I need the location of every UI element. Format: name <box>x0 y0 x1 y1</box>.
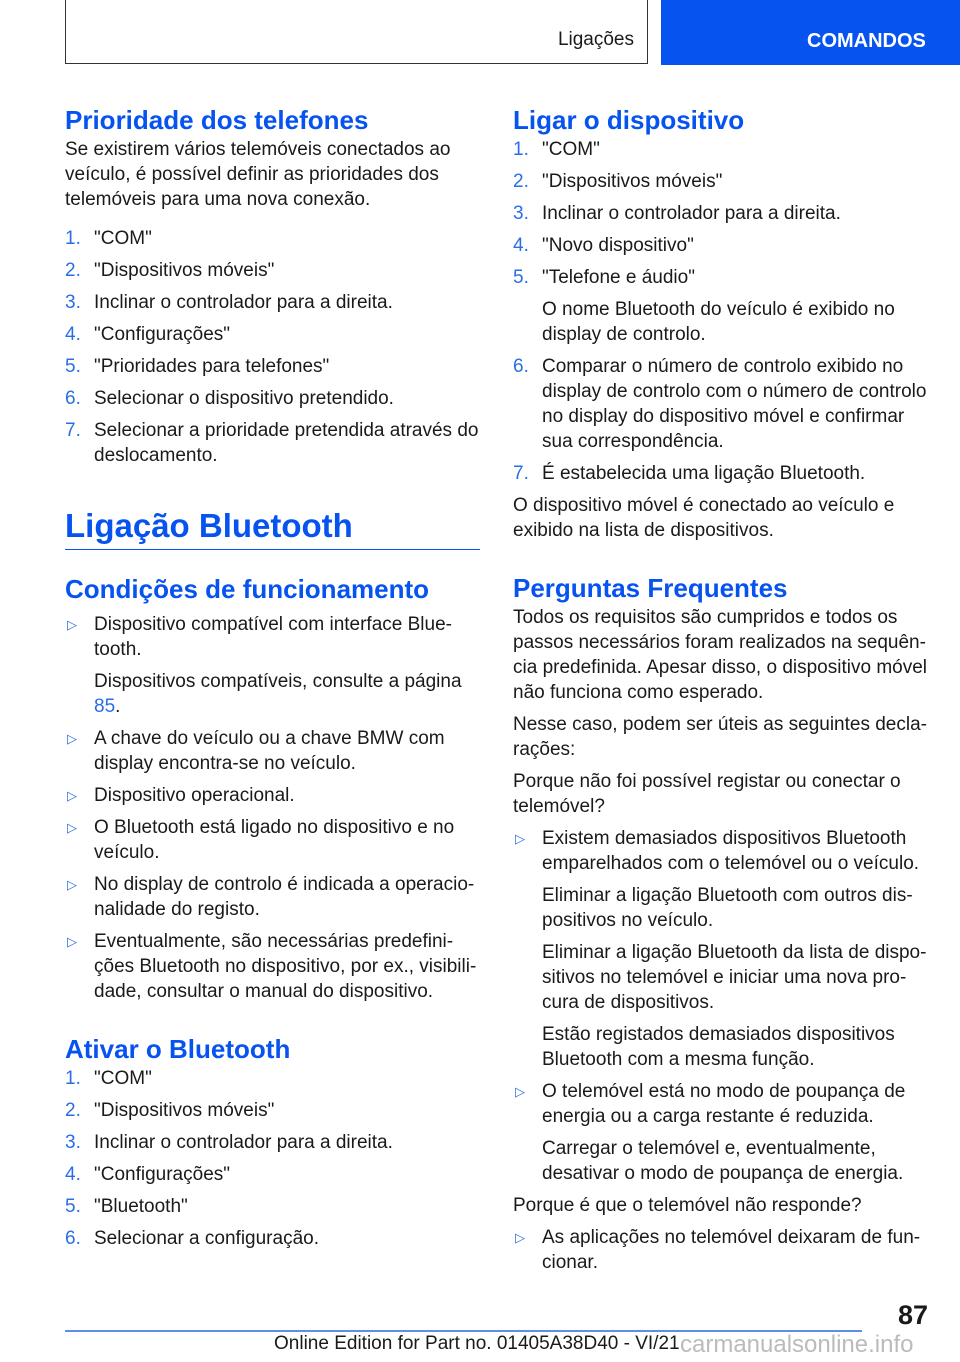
item-text: Inclinar o controlador para a direita. <box>94 1132 393 1153</box>
item-text: "Dispositivos móveis" <box>94 1100 275 1121</box>
heading-activate: Ativar o Bluetooth <box>65 1034 291 1064</box>
bullet-item <box>65 815 480 865</box>
step-item <box>65 1066 480 1091</box>
heading-connect: Ligar o dispositivo <box>513 105 745 135</box>
conditions-list-rest <box>65 726 480 1004</box>
page-link[interactable]: 85 <box>94 696 116 717</box>
watermark: carmanualsonline.info <box>680 1331 914 1358</box>
step-number: 3. <box>65 292 81 313</box>
faq-q2-list <box>513 1225 928 1275</box>
header-box <box>65 0 648 64</box>
faq-q1-list <box>513 826 928 1186</box>
step-item <box>513 137 928 162</box>
step-item <box>513 354 928 454</box>
edition-text: Online Edition for Part no. 01405A38D40 - VI/21 <box>274 1333 680 1354</box>
bullet-item <box>513 1079 928 1186</box>
item-text: Inclinar o controlador para a direita. <box>542 203 841 224</box>
page-number: 87 <box>897 1300 928 1330</box>
step-item <box>65 1194 480 1219</box>
step-number: 1. <box>65 228 81 249</box>
item-text: Eventualmente, são necessárias predefinições Bluetooth no dispositivo, por ex., visibilidade, consultar o manual do dispositivo. <box>94 931 477 1002</box>
bullet-item <box>513 826 928 1072</box>
item-text: "Configurações" <box>94 324 231 345</box>
faq-q2: Porque é que o telemóvel não responde? <box>513 1195 862 1216</box>
step-number: 4. <box>513 235 529 256</box>
step-item <box>513 169 928 194</box>
faq-p1: Todos os requisitos são cumpridos e todos os passos necessários foram realizados na sequência predefinida. Apesar disso, o dispositivo móvel não funciona como esperado. <box>513 607 928 703</box>
item-text: A chave do veículo ou a chave BMW com display encontra-se no veículo. <box>94 728 445 774</box>
priority-steps <box>65 226 480 468</box>
item-text: "Configurações" <box>94 1164 231 1185</box>
heading-priority: Prioridade dos telefones <box>65 105 369 135</box>
heading-conditions: Condições de funcionamento <box>65 574 430 604</box>
triangle-bullet-icon: ▷ <box>67 617 77 632</box>
triangle-bullet-icon: ▷ <box>67 731 77 746</box>
bullet-item <box>65 783 480 808</box>
step-item <box>65 226 480 251</box>
item-note: O nome Bluetooth do veículo é exibido no display de controlo. <box>542 299 895 345</box>
step-item <box>65 418 480 468</box>
bullet-item <box>65 872 480 922</box>
item-text: "Telefone e áudio" <box>542 267 695 288</box>
step-item <box>65 290 480 315</box>
conditions-list <box>65 612 480 719</box>
item-text: "COM" <box>94 228 152 249</box>
step-item <box>65 1162 480 1187</box>
section-title: Ligações <box>557 29 634 50</box>
step-number: 2. <box>65 1100 81 1121</box>
heading-faq: Perguntas Frequentes <box>513 573 788 603</box>
step-item <box>65 354 480 379</box>
triangle-bullet-icon: ▷ <box>515 831 525 846</box>
item-note: Carregar o telemóvel e, eventualmente, desativar o modo de poupança de energia. <box>542 1138 904 1184</box>
activate-steps <box>65 1066 480 1251</box>
triangle-bullet-icon: ▷ <box>67 877 77 892</box>
item-note: Estão registados demasiados dispositivos Bluetooth com a mesma função. <box>542 1024 895 1070</box>
step-item <box>65 258 480 283</box>
item-text: Selecionar o dispositivo pretendido. <box>94 388 394 409</box>
item-text: "COM" <box>94 1068 152 1089</box>
item-text: "Prioridades para telefones" <box>94 356 330 377</box>
step-item <box>65 1098 480 1123</box>
step-number: 5. <box>65 1196 81 1217</box>
step-number: 1. <box>513 139 529 160</box>
chapter-tab[interactable]: COMANDOS <box>661 0 960 65</box>
item-note: Eliminar a ligação Bluetooth com outros dispositivos no veículo. <box>542 885 913 931</box>
step-item <box>65 386 480 411</box>
bullet-item <box>513 1225 928 1275</box>
step-item <box>513 201 928 226</box>
right-column <box>513 103 928 1282</box>
item-text: "Bluetooth" <box>94 1196 188 1217</box>
connect-steps <box>513 137 928 486</box>
step-number: 5. <box>513 267 529 288</box>
bullet-item <box>65 726 480 776</box>
step-number: 4. <box>65 1164 81 1185</box>
step-number: 7. <box>513 463 529 484</box>
step-item <box>513 233 928 258</box>
item-text: "COM" <box>542 139 600 160</box>
connect-outro: O dispositivo móvel é conectado ao veículo e exibido na lista de dispositivos. <box>513 495 895 541</box>
item-text: O Bluetooth está ligado no dispositivo e no veículo. <box>94 817 455 863</box>
triangle-bullet-icon: ▷ <box>67 934 77 949</box>
step-number: 5. <box>65 356 81 377</box>
faq-p2: Nesse caso, podem ser úteis as seguintes declarações: <box>513 714 927 760</box>
step-item <box>65 1226 480 1251</box>
step-number: 3. <box>65 1132 81 1153</box>
step-number: 3. <box>513 203 529 224</box>
item-text: Selecionar a configuração. <box>94 1228 319 1249</box>
triangle-bullet-icon: ▷ <box>67 820 77 835</box>
step-number: 2. <box>65 260 81 281</box>
step-number: 6. <box>513 356 529 377</box>
item-text: "Dispositivos móveis" <box>542 171 723 192</box>
item-text: "Dispositivos móveis" <box>94 260 275 281</box>
bullet-item <box>65 929 480 1004</box>
faq-q1: Porque não foi possível registar ou conectar o telemóvel? <box>513 771 901 817</box>
step-number: 7. <box>65 420 81 441</box>
item-text: Selecionar a prioridade pretendida através do deslocamento. <box>94 420 479 466</box>
step-item <box>513 265 928 347</box>
condition-item: ▷ Dispositivo compatível com interface Bluetooth. Dispositivos compatíveis, consulte a página 85. <box>67 614 462 717</box>
triangle-bullet-icon: ▷ <box>67 788 77 803</box>
priority-intro: Se existirem vários telemóveis conectados ao veículo, é possível definir as prioridades dos telemóveis para uma nova conexão. <box>65 139 451 210</box>
item-text: No display de controlo é indicada a operacionalidade do registo. <box>94 874 475 920</box>
step-number: 4. <box>65 324 81 345</box>
triangle-bullet-icon: ▷ <box>515 1230 525 1245</box>
step-number: 1. <box>65 1068 81 1089</box>
triangle-bullet-icon: ▷ <box>515 1084 525 1099</box>
heading-bluetooth: Ligação Bluetooth <box>65 506 480 550</box>
item-text: "Novo dispositivo" <box>542 235 694 256</box>
item-note: Eliminar a ligação Bluetooth da lista de dispositivos no telemóvel e iniciar uma nova procura de dispositivos. <box>542 942 927 1013</box>
item-text: Comparar o número de controlo exibido no display de controlo com o número de controlo no display do dispositivo móvel e confirmar sua correspondência. <box>542 356 927 452</box>
step-number: 2. <box>513 171 529 192</box>
item-text: Dispositivo operacional. <box>94 785 295 806</box>
step-number: 6. <box>65 1228 81 1249</box>
item-text: As aplicações no telemóvel deixaram de funcionar. <box>542 1227 921 1273</box>
item-text: Existem demasiados dispositivos Bluetooth emparelhados com o telemóvel ou o veículo. <box>542 828 920 874</box>
item-text: É estabelecida uma ligação Bluetooth. <box>542 463 866 484</box>
item-text: Inclinar o controlador para a direita. <box>94 292 393 313</box>
step-item <box>65 322 480 347</box>
step-item <box>65 1130 480 1155</box>
step-item <box>513 461 928 486</box>
step-number: 6. <box>65 388 81 409</box>
item-text: O telemóvel está no modo de poupança de energia ou a carga restante é reduzida. <box>542 1081 906 1127</box>
left-column <box>65 103 480 1258</box>
